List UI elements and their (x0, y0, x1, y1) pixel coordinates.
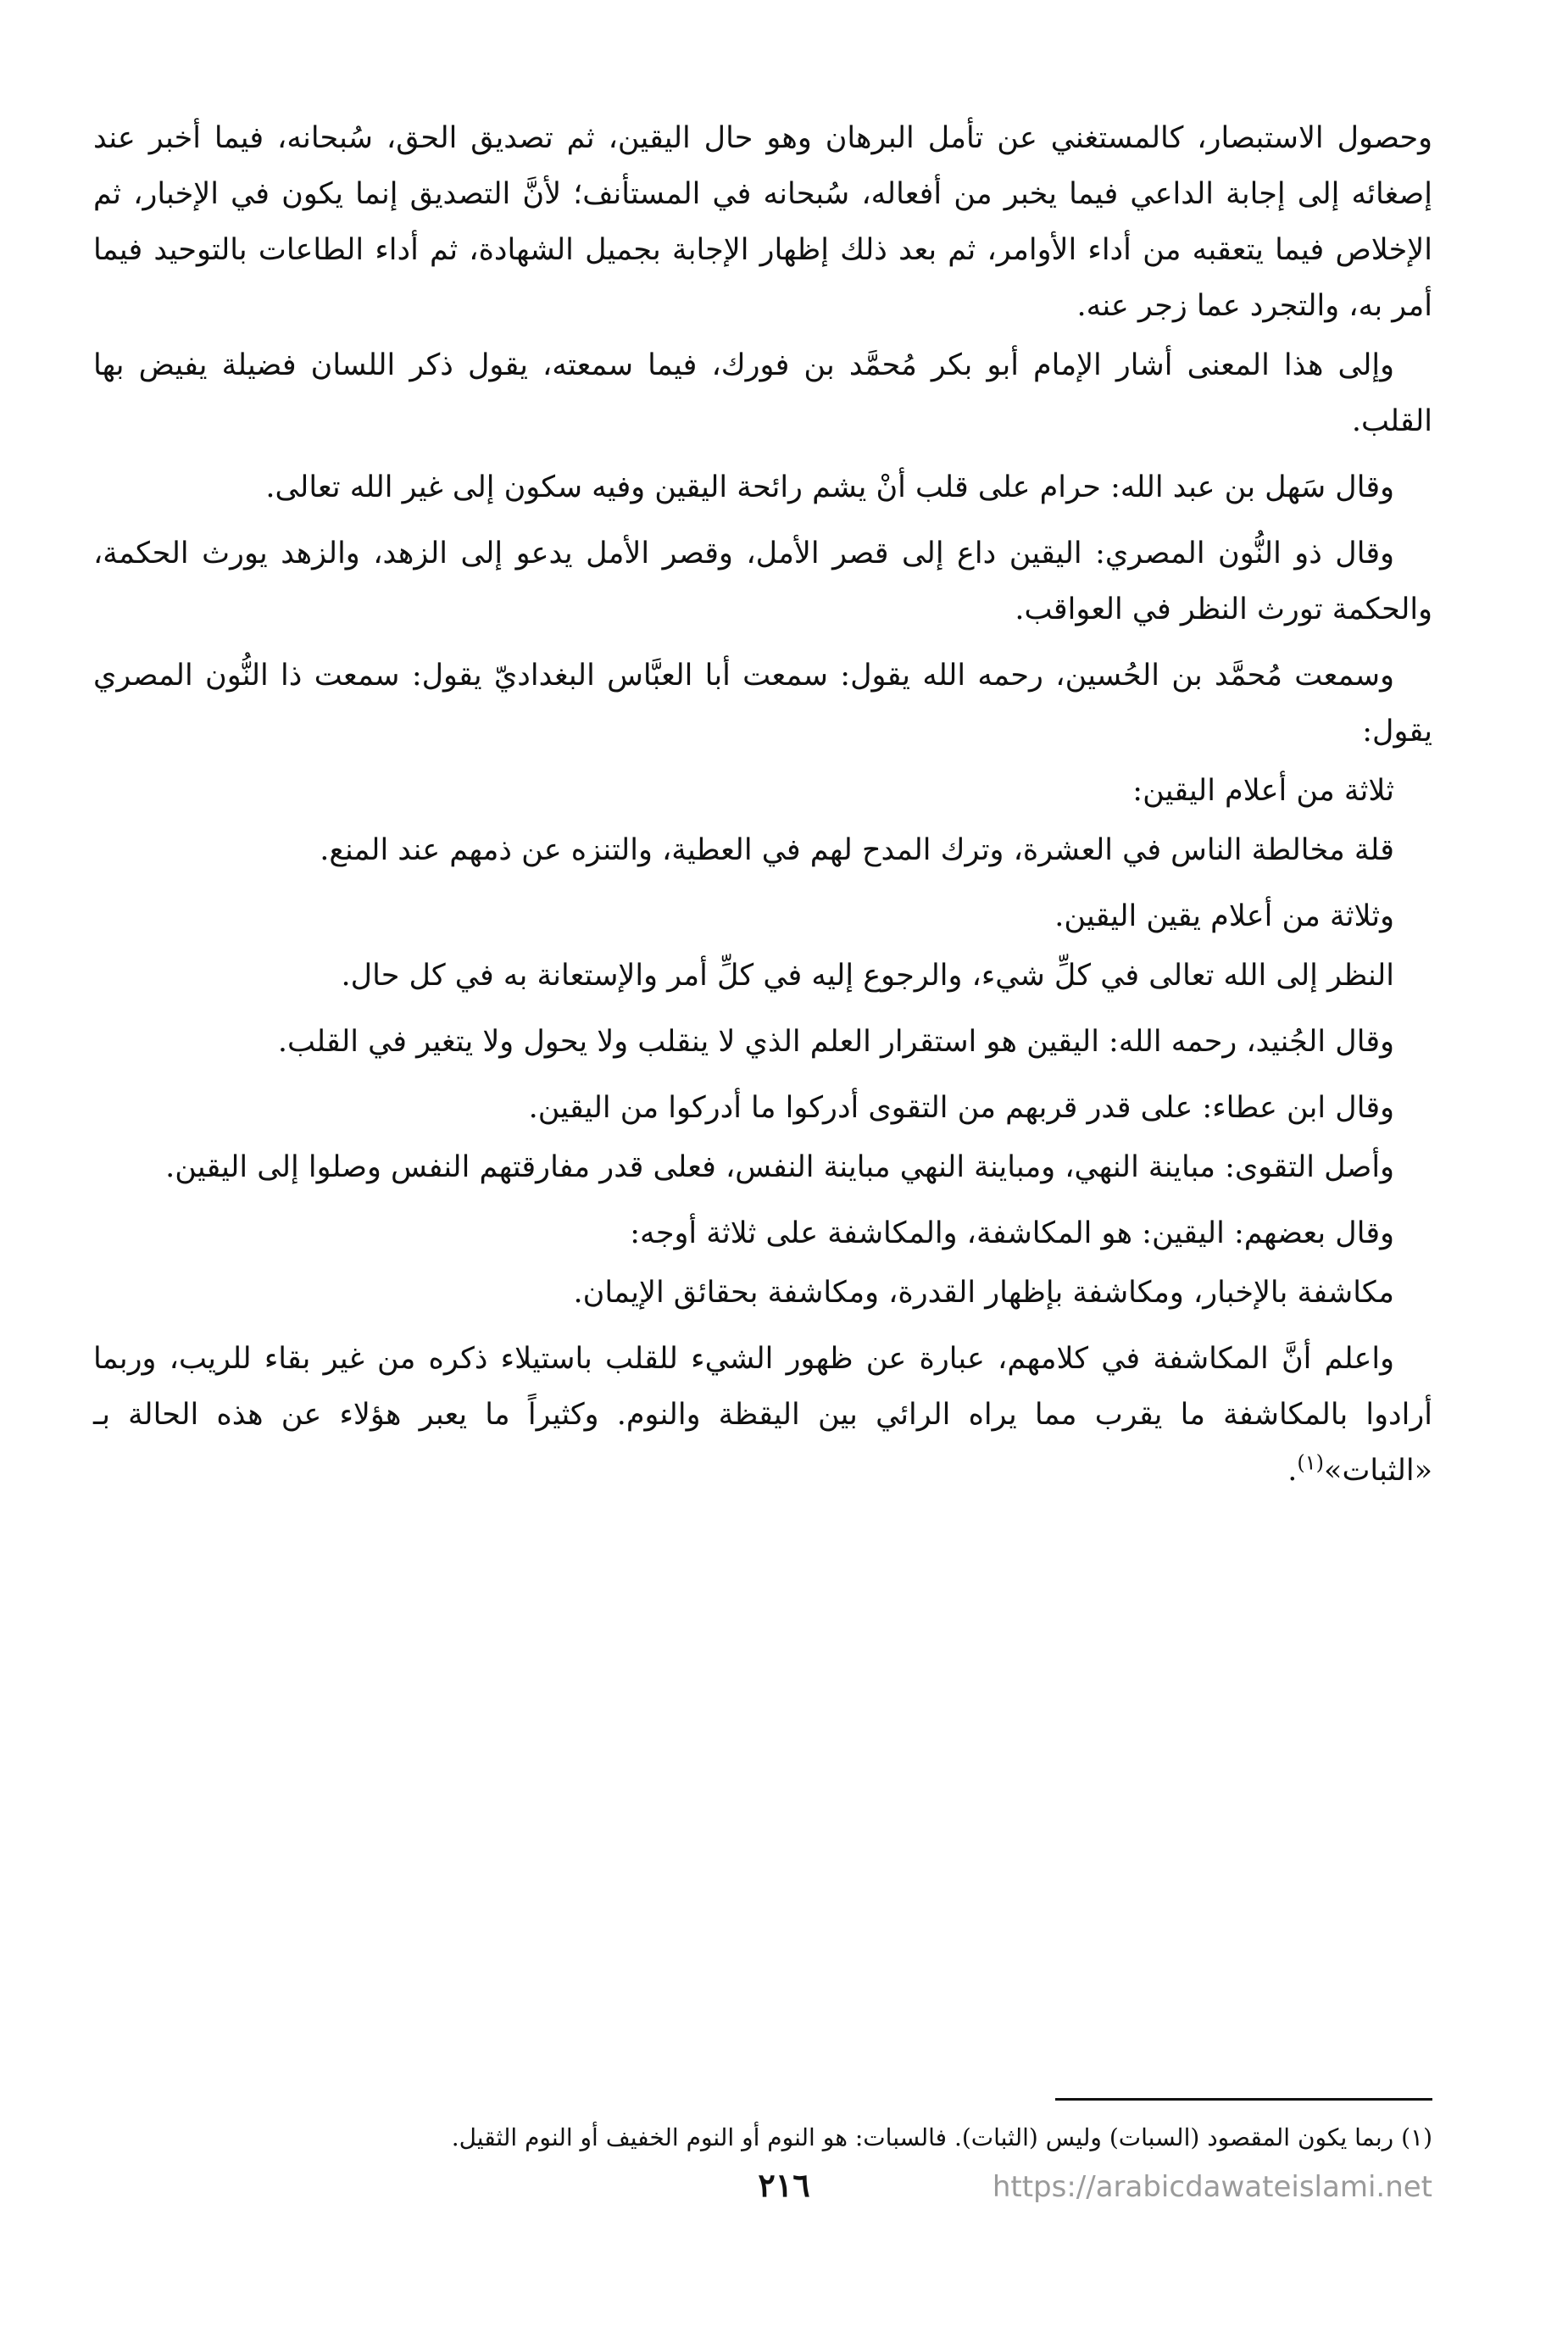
paragraph: وقال الجُنيد، رحمه الله: اليقين هو استقرار العلم الذي لا ينقلب ولا يحول ولا يتغير في القلب. (277, 1025, 1394, 1059)
paragraph: قلة مخالطة الناس في العشرة، وترك المدح لهم في العطية، والتنزه عن ذمهم عند المنع. (320, 833, 1394, 867)
page-number: ٢١٦ (758, 2166, 810, 2204)
watermark-url: https://arabicdawateislami.net (992, 2170, 1432, 2204)
paragraph: مكاشفة بالإخبار، ومكاشفة بإظهار القدرة، ومكاشفة بحقائق الإيمان. (573, 1276, 1394, 1310)
paragraph: النظر إلى الله تعالى في كلِّ شيء، والرجوع إليه في كلِّ أمر والإستعانة به في كل حال. (341, 959, 1394, 993)
paragraph: وإلى هذا المعنى أشار الإمام أبو بكر مُحمَّد بن فورك، فيما سمعته، يقول ذكر اللسان فضيلة يفيض بها القلب. (93, 348, 1432, 438)
paragraph: وسمعت مُحمَّد بن الحُسين، رحمه الله يقول: سمعت أبا العبَّاس البغداديّ يقول: سمعت ذا النُّون المصري يقول: (93, 659, 1432, 749)
paragraph: وقال ذو النُّون المصري: اليقين داع إلى قصر الأمل، وقصر الأمل يدعو إلى الزهد، والزهد يورث الحكمة، والحكمة تورث النظر في العواقب. (93, 537, 1432, 626)
paragraph: وقال ابن عطاء: على قدر قربهم من التقوى أدركوا ما أدركوا من اليقين. (528, 1091, 1394, 1125)
paragraph: وحصول الاستبصار، كالمستغني عن تأمل البرهان وهو حال اليقين، ثم تصديق الحق، سُبحانه، فيما أخبر عند إصغائه إلى إجابة الداعي فيما يخبر من أفعاله، سُبحانه في المستأنف؛ لأنَّ التصديق إنما يكون في الإخبار، ثم الإخلاص فيما يتعقبه من أداء الأوامر، ثم بعد ذلك إظهار الإجابة بجميل الشهادة، ثم أداء الطاعات بالتوحيد فيما أمر به، والتجرد عما زجر عنه. (93, 121, 1432, 323)
paragraph: وأصل التقوى: مباينة النهي، ومباينة النهي مباينة النفس، فعلى قدر مفارقتهم النفس وصلوا إلى اليقين. (165, 1150, 1394, 1184)
paragraph: وقال بعضهم: اليقين: هو المكاشفة، والمكاشفة على ثلاثة أوجه: (630, 1216, 1394, 1250)
paragraph-text: واعلم أنَّ المكاشفة في كلامهم، عبارة عن ظهور الشيء للقلب باستيلاء ذكره من غير بقاء للريب، وربما أرادوا بالمكاشفة ما يقرب مما يراه الرائي بين اليقظة والنوم. وكثيراً ما يعبر هؤلاء عن هذه الحالة بـ «الثبات» (93, 1342, 1432, 1488)
paragraph-with-footnote (93, 1331, 1432, 1499)
page-body (93, 110, 1432, 1509)
footnote-separator (1055, 2098, 1432, 2101)
footnote: (١) ربما يكون المقصود (السبات) وليس (الثبات). فالسبات: هو النوم أو النوم الخفيف أو النوم الثقيل. (451, 2123, 1432, 2151)
final-period: . (1287, 1454, 1298, 1488)
paragraph: وثلاثة من أعلام يقين اليقين. (1054, 899, 1394, 933)
paragraph: وقال سَهل بن عبد الله: حرام على قلب أنْ يشم رائحة اليقين وفيه سكون إلى غير الله تعالى. (265, 470, 1394, 504)
footnote-reference[interactable]: (١) (1297, 1450, 1325, 1475)
paragraph: ثلاثة من أعلام اليقين: (1132, 774, 1394, 808)
